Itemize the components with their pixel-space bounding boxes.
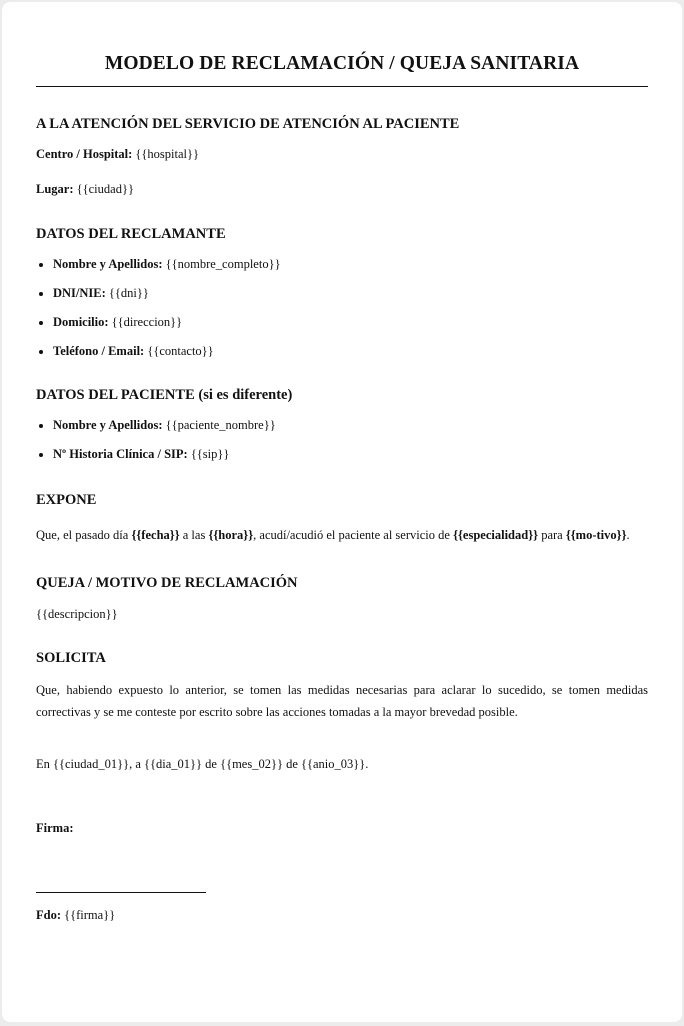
- centro-hospital-value: {{hospital}}: [135, 147, 200, 161]
- expone-paragraph: [36, 524, 648, 547]
- lugar-line: [36, 178, 648, 200]
- reclamante-list: [36, 255, 648, 360]
- list-item-paciente-nombre: [53, 416, 648, 434]
- motivo-placeholder: {{mo-tivo}}: [565, 528, 627, 542]
- fdo-line: [36, 904, 648, 926]
- centro-hospital-line: [36, 143, 648, 165]
- contacto-label: Teléfono / Email:: [53, 344, 145, 358]
- sip-value: {{sip}}: [190, 447, 230, 461]
- contacto-value: {{contacto}}: [147, 344, 214, 358]
- section-heading-atencion: A LA ATENCIÓN DEL SERVICIO DE ATENCIÓN AL PACIENTE: [36, 116, 460, 132]
- solicita-paragraph: Que, habiendo expuesto lo anterior, se tomen las medidas necesarias para aclarar lo sucedido, se tomen medidas correctivas y se me conteste por escrito sobre las acciones tomadas a la mayor brevedad posible.: [36, 683, 648, 719]
- title-divider: [36, 86, 648, 87]
- sip-label: Nº Historia Clínica / SIP:: [53, 447, 188, 461]
- expone-text-5: .: [626, 528, 630, 542]
- fecha-placeholder: {{fecha}}: [131, 528, 180, 542]
- document-title: MODELO DE RECLAMACIÓN / QUEJA SANITARIA: [104, 53, 580, 74]
- dni-label: DNI/NIE:: [53, 286, 106, 300]
- lugar-label: Lugar:: [36, 182, 74, 196]
- section-heading-queja: QUEJA / MOTIVO DE RECLAMACIÓN: [36, 575, 298, 591]
- nombre-value: {{nombre_completo}}: [165, 257, 281, 271]
- paciente-nombre-value: {{paciente_nombre}}: [165, 418, 276, 432]
- firma-label: Firma:: [36, 821, 74, 835]
- centro-hospital-label: Centro / Hospital:: [36, 147, 133, 161]
- especialidad-placeholder: {{especialidad}}: [453, 528, 539, 542]
- paciente-list: [36, 416, 648, 463]
- paciente-nombre-label: Nombre y Apellidos:: [53, 418, 163, 432]
- section-heading-paciente: DATOS DEL PACIENTE (si es diferente): [36, 387, 293, 403]
- firma-label-line: [36, 817, 648, 839]
- hora-placeholder: {{hora}}: [208, 528, 254, 542]
- list-item-contacto: [53, 342, 648, 360]
- nombre-label: Nombre y Apellidos:: [53, 257, 163, 271]
- expone-text-1: Que, el pasado día: [36, 528, 132, 542]
- list-item-sip: [53, 445, 648, 463]
- expone-text-4: para: [538, 528, 566, 542]
- section-heading-expone: EXPONE: [36, 492, 97, 508]
- list-item-nombre: [53, 255, 648, 273]
- dni-value: {{dni}}: [108, 286, 149, 300]
- list-item-domicilio: [53, 313, 648, 331]
- document-page: [2, 2, 682, 1022]
- descripcion-placeholder: {{descripcion}}: [36, 607, 118, 621]
- fdo-label: Fdo:: [36, 908, 61, 922]
- section-heading-reclamante: DATOS DEL RECLAMANTE: [36, 226, 226, 242]
- signature-line: [36, 892, 206, 893]
- expone-text-3: , acudí/acudió el paciente al servicio de: [253, 528, 454, 542]
- section-heading-solicita: SOLICITA: [36, 650, 106, 666]
- list-item-dni: [53, 284, 648, 302]
- expone-text-2: a las: [179, 528, 209, 542]
- domicilio-value: {{direccion}}: [111, 315, 183, 329]
- fecha-lugar-line: En {{ciudad_01}}, a {{dia_01}} de {{mes_02}} de {{anio_03}}.: [36, 757, 369, 771]
- domicilio-label: Domicilio:: [53, 315, 109, 329]
- fdo-value: {{firma}}: [64, 908, 116, 922]
- lugar-value: {{ciudad}}: [76, 182, 134, 196]
